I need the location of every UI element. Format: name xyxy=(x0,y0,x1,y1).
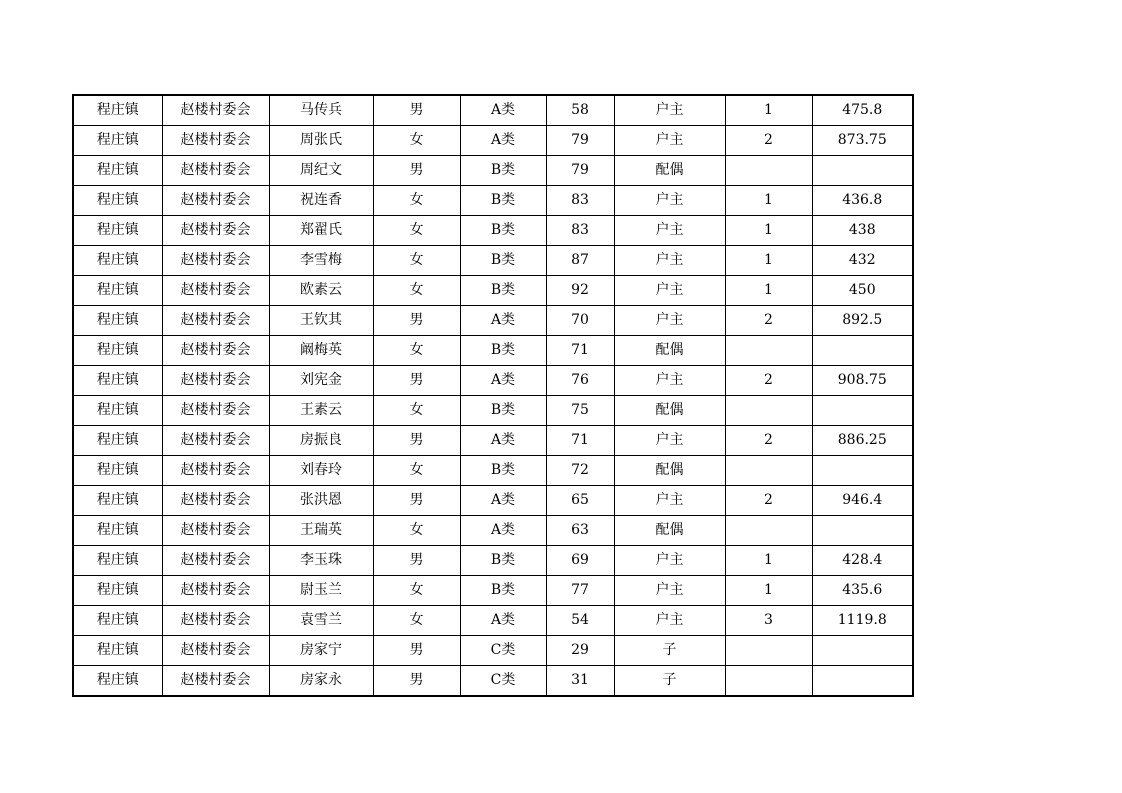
age-cell: 58 xyxy=(546,95,614,126)
relation-cell: 户主 xyxy=(614,366,725,396)
category-cell: B类 xyxy=(460,216,546,246)
name-cell: 阚梅英 xyxy=(269,336,373,366)
relation-cell: 子 xyxy=(614,666,725,697)
age-cell: 83 xyxy=(546,216,614,246)
table-row xyxy=(73,576,913,606)
town-cell: 程庄镇 xyxy=(73,636,162,666)
name-cell: 袁雪兰 xyxy=(269,606,373,636)
table-row xyxy=(73,306,913,336)
name-cell: 马传兵 xyxy=(269,95,373,126)
table-row xyxy=(73,276,913,306)
village-cell: 赵楼村委会 xyxy=(162,486,269,516)
name-cell: 刘宪金 xyxy=(269,366,373,396)
table-row xyxy=(73,95,913,126)
gender-cell: 女 xyxy=(373,126,460,156)
relation-cell: 配偶 xyxy=(614,396,725,426)
village-cell: 赵楼村委会 xyxy=(162,516,269,546)
amount-cell xyxy=(812,516,913,546)
relation-cell: 户主 xyxy=(614,216,725,246)
household-size-cell xyxy=(725,666,812,697)
town-cell: 程庄镇 xyxy=(73,546,162,576)
relation-cell: 户主 xyxy=(614,486,725,516)
table-row xyxy=(73,186,913,216)
village-cell: 赵楼村委会 xyxy=(162,186,269,216)
name-cell: 王素云 xyxy=(269,396,373,426)
town-cell: 程庄镇 xyxy=(73,516,162,546)
age-cell: 71 xyxy=(546,336,614,366)
table-row xyxy=(73,426,913,456)
household-size-cell: 2 xyxy=(725,126,812,156)
category-cell: B类 xyxy=(460,156,546,186)
amount-cell xyxy=(812,456,913,486)
relation-cell: 户主 xyxy=(614,186,725,216)
age-cell: 29 xyxy=(546,636,614,666)
amount-cell: 475.8 xyxy=(812,95,913,126)
gender-cell: 男 xyxy=(373,95,460,126)
household-size-cell: 1 xyxy=(725,246,812,276)
town-cell: 程庄镇 xyxy=(73,306,162,336)
age-cell: 83 xyxy=(546,186,614,216)
table-row xyxy=(73,516,913,546)
town-cell: 程庄镇 xyxy=(73,246,162,276)
table-row xyxy=(73,246,913,276)
gender-cell: 女 xyxy=(373,216,460,246)
gender-cell: 男 xyxy=(373,546,460,576)
amount-cell: 435.6 xyxy=(812,576,913,606)
village-cell: 赵楼村委会 xyxy=(162,426,269,456)
gender-cell: 男 xyxy=(373,486,460,516)
town-cell: 程庄镇 xyxy=(73,276,162,306)
category-cell: B类 xyxy=(460,186,546,216)
category-cell: A类 xyxy=(460,486,546,516)
gender-cell: 女 xyxy=(373,336,460,366)
amount-cell: 886.25 xyxy=(812,426,913,456)
village-cell: 赵楼村委会 xyxy=(162,546,269,576)
name-cell: 张洪恩 xyxy=(269,486,373,516)
name-cell: 房家永 xyxy=(269,666,373,697)
table-row xyxy=(73,126,913,156)
household-size-cell xyxy=(725,516,812,546)
household-size-cell xyxy=(725,336,812,366)
village-cell: 赵楼村委会 xyxy=(162,156,269,186)
name-cell: 周张氏 xyxy=(269,126,373,156)
amount-cell: 946.4 xyxy=(812,486,913,516)
age-cell: 65 xyxy=(546,486,614,516)
relation-cell: 户主 xyxy=(614,126,725,156)
town-cell: 程庄镇 xyxy=(73,156,162,186)
relation-cell: 户主 xyxy=(614,95,725,126)
name-cell: 欧素云 xyxy=(269,276,373,306)
amount-cell xyxy=(812,396,913,426)
relation-cell: 配偶 xyxy=(614,336,725,366)
table-row xyxy=(73,486,913,516)
age-cell: 31 xyxy=(546,666,614,697)
age-cell: 79 xyxy=(546,126,614,156)
name-cell: 房家宁 xyxy=(269,636,373,666)
village-cell: 赵楼村委会 xyxy=(162,126,269,156)
household-size-cell: 1 xyxy=(725,186,812,216)
name-cell: 祝连香 xyxy=(269,186,373,216)
age-cell: 76 xyxy=(546,366,614,396)
amount-cell: 438 xyxy=(812,216,913,246)
amount-cell xyxy=(812,156,913,186)
table-body xyxy=(73,95,913,696)
town-cell: 程庄镇 xyxy=(73,606,162,636)
village-cell: 赵楼村委会 xyxy=(162,246,269,276)
category-cell: B类 xyxy=(460,456,546,486)
table-row xyxy=(73,546,913,576)
category-cell: A类 xyxy=(460,366,546,396)
gender-cell: 女 xyxy=(373,276,460,306)
gender-cell: 女 xyxy=(373,456,460,486)
table-row xyxy=(73,666,913,697)
amount-cell: 873.75 xyxy=(812,126,913,156)
table-row xyxy=(73,606,913,636)
gender-cell: 女 xyxy=(373,516,460,546)
category-cell: C类 xyxy=(460,666,546,697)
name-cell: 李玉珠 xyxy=(269,546,373,576)
household-size-cell: 1 xyxy=(725,95,812,126)
household-size-cell: 1 xyxy=(725,576,812,606)
household-size-cell xyxy=(725,396,812,426)
relation-cell: 配偶 xyxy=(614,456,725,486)
amount-cell: 432 xyxy=(812,246,913,276)
name-cell: 李雪梅 xyxy=(269,246,373,276)
town-cell: 程庄镇 xyxy=(73,336,162,366)
age-cell: 72 xyxy=(546,456,614,486)
town-cell: 程庄镇 xyxy=(73,366,162,396)
category-cell: B类 xyxy=(460,276,546,306)
gender-cell: 男 xyxy=(373,156,460,186)
village-cell: 赵楼村委会 xyxy=(162,276,269,306)
town-cell: 程庄镇 xyxy=(73,126,162,156)
household-size-cell xyxy=(725,156,812,186)
amount-cell: 908.75 xyxy=(812,366,913,396)
town-cell: 程庄镇 xyxy=(73,95,162,126)
table-row xyxy=(73,636,913,666)
village-cell: 赵楼村委会 xyxy=(162,636,269,666)
relation-cell: 户主 xyxy=(614,576,725,606)
amount-cell: 1119.8 xyxy=(812,606,913,636)
household-size-cell: 2 xyxy=(725,426,812,456)
gender-cell: 男 xyxy=(373,366,460,396)
table-row xyxy=(73,396,913,426)
category-cell: A类 xyxy=(460,606,546,636)
gender-cell: 女 xyxy=(373,246,460,276)
town-cell: 程庄镇 xyxy=(73,396,162,426)
category-cell: B类 xyxy=(460,546,546,576)
category-cell: C类 xyxy=(460,636,546,666)
gender-cell: 女 xyxy=(373,576,460,606)
age-cell: 70 xyxy=(546,306,614,336)
name-cell: 周纪文 xyxy=(269,156,373,186)
table-row xyxy=(73,366,913,396)
amount-cell xyxy=(812,336,913,366)
town-cell: 程庄镇 xyxy=(73,216,162,246)
gender-cell: 男 xyxy=(373,636,460,666)
relation-cell: 户主 xyxy=(614,426,725,456)
household-size-cell: 1 xyxy=(725,276,812,306)
name-cell: 王钦其 xyxy=(269,306,373,336)
village-cell: 赵楼村委会 xyxy=(162,456,269,486)
amount-cell xyxy=(812,666,913,697)
town-cell: 程庄镇 xyxy=(73,456,162,486)
household-size-cell xyxy=(725,456,812,486)
name-cell: 王瑞英 xyxy=(269,516,373,546)
village-cell: 赵楼村委会 xyxy=(162,336,269,366)
town-cell: 程庄镇 xyxy=(73,576,162,606)
category-cell: A类 xyxy=(460,426,546,456)
amount-cell: 450 xyxy=(812,276,913,306)
village-cell: 赵楼村委会 xyxy=(162,576,269,606)
relation-cell: 户主 xyxy=(614,276,725,306)
amount-cell xyxy=(812,636,913,666)
household-size-cell: 2 xyxy=(725,486,812,516)
household-size-cell xyxy=(725,636,812,666)
age-cell: 75 xyxy=(546,396,614,426)
relation-cell: 户主 xyxy=(614,546,725,576)
village-cell: 赵楼村委会 xyxy=(162,666,269,697)
relation-cell: 户主 xyxy=(614,306,725,336)
name-cell: 房振良 xyxy=(269,426,373,456)
town-cell: 程庄镇 xyxy=(73,666,162,697)
relation-cell: 配偶 xyxy=(614,516,725,546)
table-row xyxy=(73,456,913,486)
category-cell: B类 xyxy=(460,576,546,606)
category-cell: A类 xyxy=(460,95,546,126)
age-cell: 71 xyxy=(546,426,614,456)
village-cell: 赵楼村委会 xyxy=(162,306,269,336)
relation-cell: 户主 xyxy=(614,606,725,636)
town-cell: 程庄镇 xyxy=(73,426,162,456)
table-row xyxy=(73,336,913,366)
gender-cell: 女 xyxy=(373,606,460,636)
age-cell: 87 xyxy=(546,246,614,276)
table-row xyxy=(73,156,913,186)
age-cell: 77 xyxy=(546,576,614,606)
category-cell: A类 xyxy=(460,306,546,336)
town-cell: 程庄镇 xyxy=(73,186,162,216)
age-cell: 79 xyxy=(546,156,614,186)
village-cell: 赵楼村委会 xyxy=(162,216,269,246)
age-cell: 92 xyxy=(546,276,614,306)
household-size-cell: 2 xyxy=(725,306,812,336)
village-cell: 赵楼村委会 xyxy=(162,366,269,396)
category-cell: B类 xyxy=(460,246,546,276)
age-cell: 63 xyxy=(546,516,614,546)
name-cell: 尉玉兰 xyxy=(269,576,373,606)
category-cell: A类 xyxy=(460,126,546,156)
amount-cell: 436.8 xyxy=(812,186,913,216)
town-cell: 程庄镇 xyxy=(73,486,162,516)
data-table xyxy=(72,94,914,697)
gender-cell: 男 xyxy=(373,426,460,456)
category-cell: B类 xyxy=(460,396,546,426)
age-cell: 69 xyxy=(546,546,614,576)
relation-cell: 子 xyxy=(614,636,725,666)
household-size-cell: 1 xyxy=(725,216,812,246)
gender-cell: 女 xyxy=(373,186,460,216)
age-cell: 54 xyxy=(546,606,614,636)
household-size-cell: 2 xyxy=(725,366,812,396)
village-cell: 赵楼村委会 xyxy=(162,95,269,126)
gender-cell: 女 xyxy=(373,396,460,426)
gender-cell: 男 xyxy=(373,666,460,697)
village-cell: 赵楼村委会 xyxy=(162,396,269,426)
relation-cell: 配偶 xyxy=(614,156,725,186)
amount-cell: 892.5 xyxy=(812,306,913,336)
relation-cell: 户主 xyxy=(614,246,725,276)
table-row xyxy=(73,216,913,246)
category-cell: B类 xyxy=(460,336,546,366)
gender-cell: 男 xyxy=(373,306,460,336)
household-size-cell: 1 xyxy=(725,546,812,576)
village-cell: 赵楼村委会 xyxy=(162,606,269,636)
name-cell: 刘春玲 xyxy=(269,456,373,486)
name-cell: 郑翟氏 xyxy=(269,216,373,246)
category-cell: A类 xyxy=(460,516,546,546)
household-size-cell: 3 xyxy=(725,606,812,636)
amount-cell: 428.4 xyxy=(812,546,913,576)
